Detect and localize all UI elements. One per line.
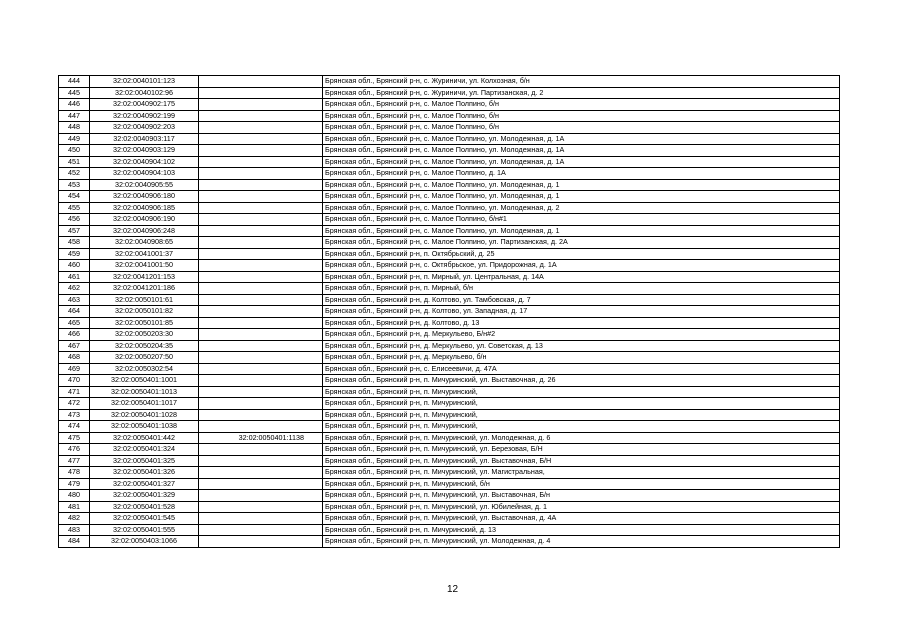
row-number: 479 (59, 478, 90, 490)
table-row (59, 87, 840, 99)
cadastral-number: 32:02:0050101:85 (90, 317, 199, 329)
related-cadastral-number (199, 329, 323, 341)
cadastral-number: 32:02:0050401:327 (90, 478, 199, 490)
table-row (59, 168, 840, 180)
table-row (59, 444, 840, 456)
address-cell: Брянская обл., Брянский р-н, д. Колтово, д. 13 (323, 317, 840, 329)
address-cell: Брянская обл., Брянский р-н, с. Елисеевичи, д. 47А (323, 363, 840, 375)
address-cell: Брянская обл., Брянский р-н, с. Малое Полпино, б/н (323, 122, 840, 134)
table-row (59, 513, 840, 525)
cadastral-number: 32:02:0050403:1066 (90, 536, 199, 548)
cadastral-number: 32:02:0050401:1013 (90, 386, 199, 398)
address-cell: Брянская обл., Брянский р-н, п. Мирный, б/н (323, 283, 840, 295)
row-number: 445 (59, 87, 90, 99)
row-number: 460 (59, 260, 90, 272)
address-cell: Брянская обл., Брянский р-н, п. Мичуринский, ул. Березовая, Б/Н (323, 444, 840, 456)
table-row (59, 225, 840, 237)
table-row (59, 179, 840, 191)
cadastral-number: 32:02:0041001:50 (90, 260, 199, 272)
table-row (59, 283, 840, 295)
row-number: 476 (59, 444, 90, 456)
related-cadastral-number (199, 501, 323, 513)
cadastral-number: 32:02:0050204:35 (90, 340, 199, 352)
table-row (59, 467, 840, 479)
cadastral-number: 32:02:0040904:102 (90, 156, 199, 168)
page-number: 12 (446, 584, 459, 595)
table-row (59, 432, 840, 444)
row-number: 461 (59, 271, 90, 283)
cadastral-number: 32:02:0050401:1017 (90, 398, 199, 410)
related-cadastral-number (199, 524, 323, 536)
cadastral-number: 32:02:0050101:61 (90, 294, 199, 306)
related-cadastral-number (199, 421, 323, 433)
address-cell: Брянская обл., Брянский р-н, п. Мичуринский, ул. Выставочная, д. 26 (323, 375, 840, 387)
row-number: 481 (59, 501, 90, 513)
cadastral-number: 32:02:0040903:117 (90, 133, 199, 145)
related-cadastral-number (199, 145, 323, 157)
related-cadastral-number (199, 110, 323, 122)
cadastral-number: 32:02:0050401:1001 (90, 375, 199, 387)
row-number: 463 (59, 294, 90, 306)
table-row (59, 478, 840, 490)
cadastral-number: 32:02:0041201:153 (90, 271, 199, 283)
row-number: 444 (59, 76, 90, 88)
row-number: 471 (59, 386, 90, 398)
related-cadastral-number (199, 76, 323, 88)
related-cadastral-number (199, 455, 323, 467)
address-cell: Брянская обл., Брянский р-н, с. Малое Полпино, ул. Молодежная, д. 1А (323, 145, 840, 157)
cadastral-number: 32:02:0050401:442 (90, 432, 199, 444)
cadastral-number: 32:02:0040102:96 (90, 87, 199, 99)
address-cell: Брянская обл., Брянский р-н, п. Мичуринский, б/н (323, 478, 840, 490)
cadastral-number: 32:02:0040905:55 (90, 179, 199, 191)
address-cell: Брянская обл., Брянский р-н, д. Колтово, ул. Тамбовская, д. 7 (323, 294, 840, 306)
cadastral-number: 32:02:0050401:1038 (90, 421, 199, 433)
row-number: 468 (59, 352, 90, 364)
address-cell: Брянская обл., Брянский р-н, п. Мичуринский, ул. Магистральная, (323, 467, 840, 479)
cadastral-number: 32:02:0050302:54 (90, 363, 199, 375)
related-cadastral-number (199, 294, 323, 306)
row-number: 477 (59, 455, 90, 467)
cadastral-number: 32:02:0050207:50 (90, 352, 199, 364)
row-number: 480 (59, 490, 90, 502)
table-row (59, 271, 840, 283)
address-cell: Брянская обл., Брянский р-н, д. Меркульево, б/н (323, 352, 840, 364)
cadastral-number: 32:02:0050401:555 (90, 524, 199, 536)
table-row (59, 398, 840, 410)
row-number: 474 (59, 421, 90, 433)
table-row (59, 329, 840, 341)
row-number: 448 (59, 122, 90, 134)
table-row (59, 294, 840, 306)
cadastral-number: 32:02:0040904:103 (90, 168, 199, 180)
related-cadastral-number (199, 513, 323, 525)
related-cadastral-number (199, 237, 323, 249)
row-number: 462 (59, 283, 90, 295)
related-cadastral-number (199, 352, 323, 364)
related-cadastral-number (199, 214, 323, 226)
cadastral-number: 32:02:0040906:248 (90, 225, 199, 237)
related-cadastral-number (199, 191, 323, 203)
row-number: 449 (59, 133, 90, 145)
table-row (59, 421, 840, 433)
row-number: 457 (59, 225, 90, 237)
related-cadastral-number (199, 225, 323, 237)
related-cadastral-number (199, 122, 323, 134)
row-number: 446 (59, 99, 90, 111)
related-cadastral-number (199, 133, 323, 145)
address-cell: Брянская обл., Брянский р-н, п. Мичуринский, (323, 386, 840, 398)
row-number: 473 (59, 409, 90, 421)
cadastral-number: 32:02:0040101:123 (90, 76, 199, 88)
table-body (59, 76, 840, 548)
row-number: 469 (59, 363, 90, 375)
related-cadastral-number (199, 444, 323, 456)
row-number: 466 (59, 329, 90, 341)
cadastral-number: 32:02:0050401:326 (90, 467, 199, 479)
table-row (59, 317, 840, 329)
address-cell: Брянская обл., Брянский р-н, д. Меркульево, Б/н#2 (323, 329, 840, 341)
cadastral-number: 32:02:0050401:528 (90, 501, 199, 513)
address-cell: Брянская обл., Брянский р-н, п. Мичуринский, (323, 421, 840, 433)
table-row (59, 214, 840, 226)
related-cadastral-number (199, 156, 323, 168)
row-number: 451 (59, 156, 90, 168)
address-cell: Брянская обл., Брянский р-н, п. Мичуринский, ул. Выставочная, Б/Н (323, 455, 840, 467)
related-cadastral-number (199, 260, 323, 272)
row-number: 464 (59, 306, 90, 318)
table-row (59, 156, 840, 168)
address-cell: Брянская обл., Брянский р-н, с. Октябрьское, ул. Придорожная, д. 1А (323, 260, 840, 272)
related-cadastral-number (199, 490, 323, 502)
related-cadastral-number (199, 478, 323, 490)
table-row (59, 352, 840, 364)
address-cell: Брянская обл., Брянский р-н, п. Мирный, ул. Центральная, д. 14А (323, 271, 840, 283)
table-row (59, 524, 840, 536)
address-cell: Брянская обл., Брянский р-н, п. Мичуринский, ул. Юбилейная, д. 1 (323, 501, 840, 513)
table-row (59, 375, 840, 387)
table-row (59, 202, 840, 214)
row-number: 472 (59, 398, 90, 410)
row-number: 456 (59, 214, 90, 226)
related-cadastral-number (199, 363, 323, 375)
related-cadastral-number (199, 340, 323, 352)
table-row (59, 110, 840, 122)
cadastral-table (58, 75, 840, 548)
address-cell: Брянская обл., Брянский р-н, с. Малое Полпино, б/н (323, 99, 840, 111)
table-row (59, 99, 840, 111)
address-cell: Брянская обл., Брянский р-н, п. Мичуринский, ул. Выставочная, д. 4А (323, 513, 840, 525)
row-number: 450 (59, 145, 90, 157)
cadastral-number: 32:02:0050401:325 (90, 455, 199, 467)
row-number: 482 (59, 513, 90, 525)
address-cell: Брянская обл., Брянский р-н, д. Меркульево, ул. Советская, д. 13 (323, 340, 840, 352)
related-cadastral-number (199, 168, 323, 180)
table-row (59, 248, 840, 260)
address-cell: Брянская обл., Брянский р-н, с. Малое Полпино, ул. Молодежная, д. 1 (323, 225, 840, 237)
cadastral-number: 32:02:0040902:175 (90, 99, 199, 111)
table-row (59, 76, 840, 88)
related-cadastral-number (199, 317, 323, 329)
related-cadastral-number (199, 271, 323, 283)
related-cadastral-number (199, 306, 323, 318)
address-cell: Брянская обл., Брянский р-н, с. Малое Полпино, д. 1А (323, 168, 840, 180)
table-row (59, 455, 840, 467)
cadastral-number: 32:02:0050401:545 (90, 513, 199, 525)
row-number: 483 (59, 524, 90, 536)
cadastral-number: 32:02:0040906:185 (90, 202, 199, 214)
table-row (59, 340, 840, 352)
table-row (59, 409, 840, 421)
table-row (59, 122, 840, 134)
cadastral-number: 32:02:0040908:65 (90, 237, 199, 249)
table-row (59, 191, 840, 203)
address-cell: Брянская обл., Брянский р-н, п. Мичуринский, ул. Выставочная, Б/н (323, 490, 840, 502)
related-cadastral-number (199, 248, 323, 260)
related-cadastral-number (199, 467, 323, 479)
cadastral-number: 32:02:0041201:186 (90, 283, 199, 295)
table-row (59, 145, 840, 157)
address-cell: Брянская обл., Брянский р-н, с. Малое Полпино, ул. Партизанская, д. 2А (323, 237, 840, 249)
row-number: 465 (59, 317, 90, 329)
related-cadastral-number (199, 283, 323, 295)
row-number: 470 (59, 375, 90, 387)
row-number: 455 (59, 202, 90, 214)
cadastral-number: 32:02:0041001:37 (90, 248, 199, 260)
address-cell: Брянская обл., Брянский р-н, с. Журиничи, ул. Партизанская, д. 2 (323, 87, 840, 99)
table-row (59, 501, 840, 513)
row-number: 454 (59, 191, 90, 203)
row-number: 458 (59, 237, 90, 249)
address-cell: Брянская обл., Брянский р-н, с. Малое Полпино, б/н (323, 110, 840, 122)
address-cell: Брянская обл., Брянский р-н, п. Мичуринский, д. 13 (323, 524, 840, 536)
related-cadastral-number (199, 179, 323, 191)
address-cell: Брянская обл., Брянский р-н, с. Малое Полпино, ул. Молодежная, д. 2 (323, 202, 840, 214)
table-row (59, 386, 840, 398)
related-cadastral-number (199, 99, 323, 111)
related-cadastral-number (199, 375, 323, 387)
related-cadastral-number (199, 536, 323, 548)
address-cell: Брянская обл., Брянский р-н, д. Колтово, ул. Западная, д. 17 (323, 306, 840, 318)
table-row (59, 237, 840, 249)
cadastral-number: 32:02:0050401:329 (90, 490, 199, 502)
table-row (59, 536, 840, 548)
row-number: 467 (59, 340, 90, 352)
address-cell: Брянская обл., Брянский р-н, с. Журиничи, ул. Колхозная, б/н (323, 76, 840, 88)
table-row (59, 490, 840, 502)
row-number: 447 (59, 110, 90, 122)
address-cell: Брянская обл., Брянский р-н, п. Октябрьский, д. 25 (323, 248, 840, 260)
cadastral-number: 32:02:0050401:1028 (90, 409, 199, 421)
related-cadastral-number (199, 398, 323, 410)
row-number: 453 (59, 179, 90, 191)
cadastral-number: 32:02:0050101:82 (90, 306, 199, 318)
cadastral-number: 32:02:0040902:199 (90, 110, 199, 122)
cadastral-number: 32:02:0040902:203 (90, 122, 199, 134)
table-row (59, 133, 840, 145)
address-cell: Брянская обл., Брянский р-н, с. Малое Полпино, б/н#1 (323, 214, 840, 226)
table-row (59, 260, 840, 272)
table-row (59, 306, 840, 318)
address-cell: Брянская обл., Брянский р-н, с. Малое Полпино, ул. Молодежная, д. 1 (323, 179, 840, 191)
address-cell: Брянская обл., Брянский р-н, с. Малое Полпино, ул. Молодежная, д. 1 (323, 191, 840, 203)
row-number: 484 (59, 536, 90, 548)
related-cadastral-number (199, 386, 323, 398)
address-cell: Брянская обл., Брянский р-н, п. Мичуринский, (323, 398, 840, 410)
row-number: 475 (59, 432, 90, 444)
cadastral-number: 32:02:0040903:129 (90, 145, 199, 157)
cadastral-number: 32:02:0040906:180 (90, 191, 199, 203)
cadastral-number: 32:02:0050401:324 (90, 444, 199, 456)
address-cell: Брянская обл., Брянский р-н, п. Мичуринский, ул. Молодежная, д. 6 (323, 432, 840, 444)
related-cadastral-number: 32:02:0050401:1138 (199, 432, 323, 444)
table-row (59, 363, 840, 375)
address-cell: Брянская обл., Брянский р-н, с. Малое Полпино, ул. Молодежная, д. 1А (323, 133, 840, 145)
cadastral-number: 32:02:0050203:30 (90, 329, 199, 341)
related-cadastral-number (199, 202, 323, 214)
row-number: 459 (59, 248, 90, 260)
address-cell: Брянская обл., Брянский р-н, п. Мичуринский, (323, 409, 840, 421)
related-cadastral-number (199, 409, 323, 421)
related-cadastral-number (199, 87, 323, 99)
row-number: 452 (59, 168, 90, 180)
cadastral-number: 32:02:0040906:190 (90, 214, 199, 226)
row-number: 478 (59, 467, 90, 479)
address-cell: Брянская обл., Брянский р-н, п. Мичуринский, ул. Молодежная, д. 4 (323, 536, 840, 548)
address-cell: Брянская обл., Брянский р-н, с. Малое Полпино, ул. Молодежная, д. 1А (323, 156, 840, 168)
